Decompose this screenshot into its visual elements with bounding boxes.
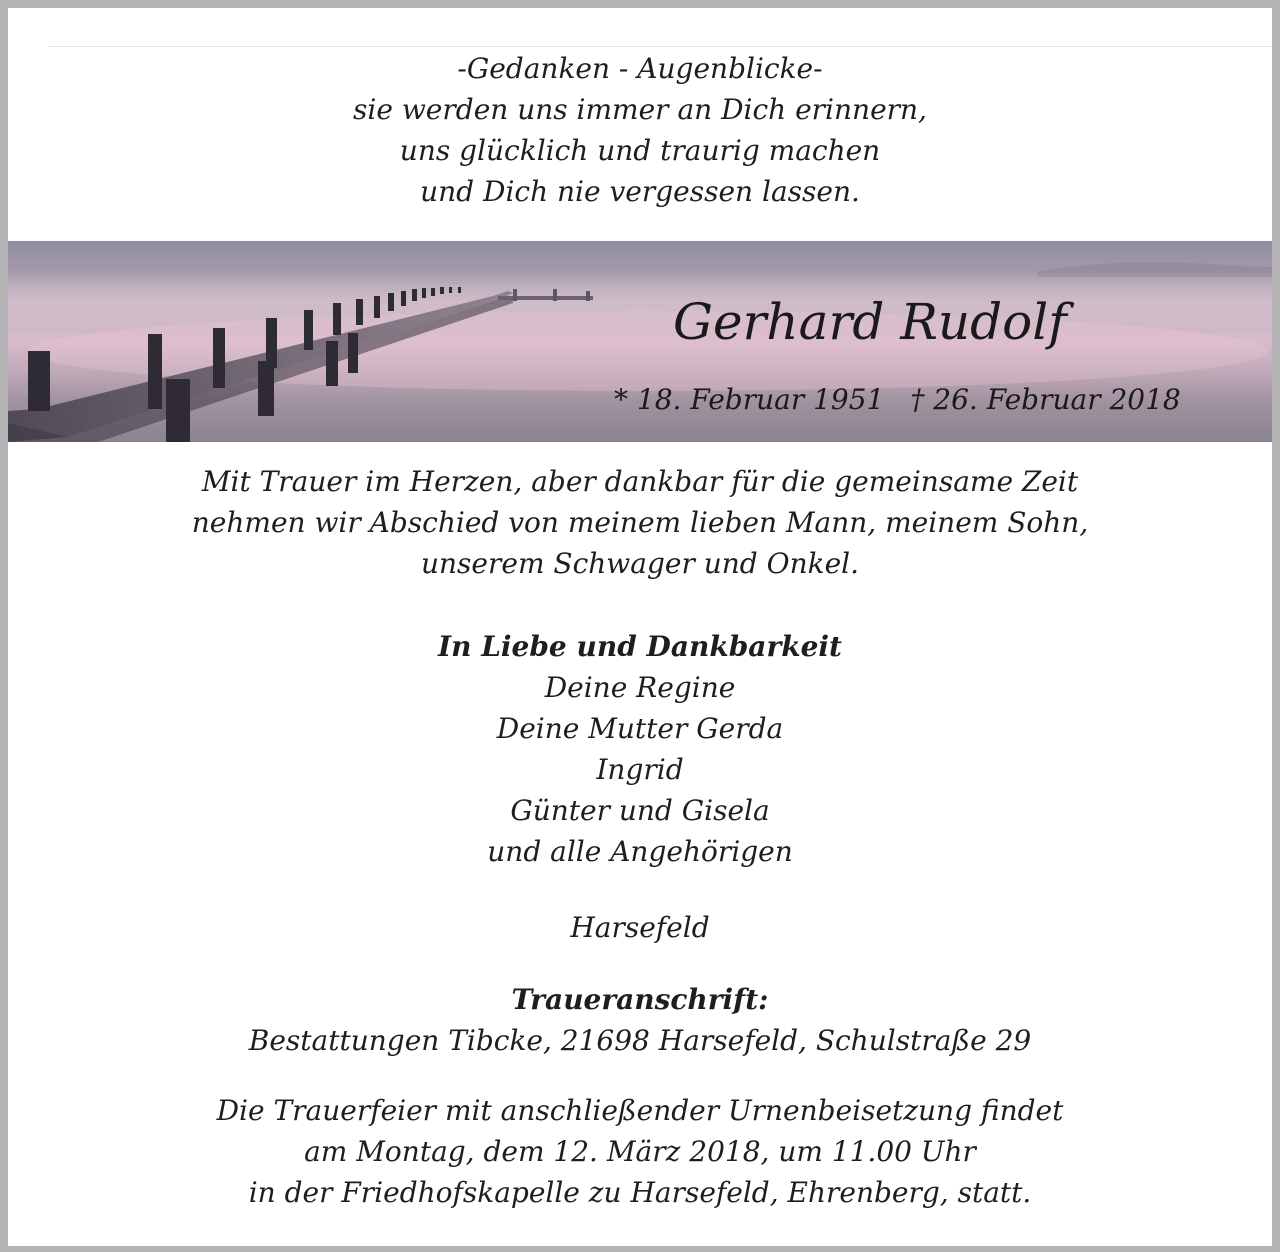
signature-name: Ingrid [596, 753, 684, 786]
top-divider [48, 46, 1272, 47]
deceased-name: Gerhard Rudolf [673, 293, 1067, 351]
place-name: Harsefeld [570, 911, 710, 944]
ceremony-details [0, 1090, 1280, 1213]
poem-line: uns glücklich und traurig machen [399, 134, 881, 167]
birth-date: * 18. Februar 1951 [614, 383, 885, 416]
poem-line: -Gedanken - Augenblicke- [457, 52, 823, 85]
poem-line: sie werden uns immer an Dich erinnern, [353, 93, 927, 126]
death-date: † 26. Februar 2018 [910, 383, 1181, 416]
signatures [0, 626, 1280, 872]
signature-name: und alle Angehörigen [487, 835, 793, 868]
ceremony-line: am Montag, dem 12. März 2018, um 11.00 Uhr [304, 1135, 976, 1168]
address-line: Bestattungen Tibcke, 21698 Harsefeld, Schulstraße 29 [248, 1024, 1032, 1057]
farewell-message [0, 461, 1280, 584]
mourning-address [0, 979, 1280, 1061]
poem [0, 48, 1280, 212]
address-heading: Traueranschrift: [511, 983, 769, 1016]
ceremony-line: Die Trauerfeier mit anschließender Urnenbeisetzung findet [216, 1094, 1064, 1127]
message-line: Mit Trauer im Herzen, aber dankbar für die gemeinsame Zeit [201, 465, 1079, 498]
signature-name: Deine Regine [544, 671, 736, 704]
signature-name: Deine Mutter Gerda [496, 712, 784, 745]
signature-name: Günter und Gisela [510, 794, 770, 827]
message-line: nehmen wir Abschied von meinem lieben Mann, meinem Sohn, [191, 506, 1089, 539]
message-line: unserem Schwager und Onkel. [420, 547, 860, 580]
poem-line: und Dich nie vergessen lassen. [420, 175, 860, 208]
signatures-heading: In Liebe und Dankbarkeit [438, 630, 842, 663]
ceremony-line: in der Friedhofskapelle zu Harsefeld, Ehrenberg, statt. [248, 1176, 1032, 1209]
life-dates [614, 380, 1181, 420]
